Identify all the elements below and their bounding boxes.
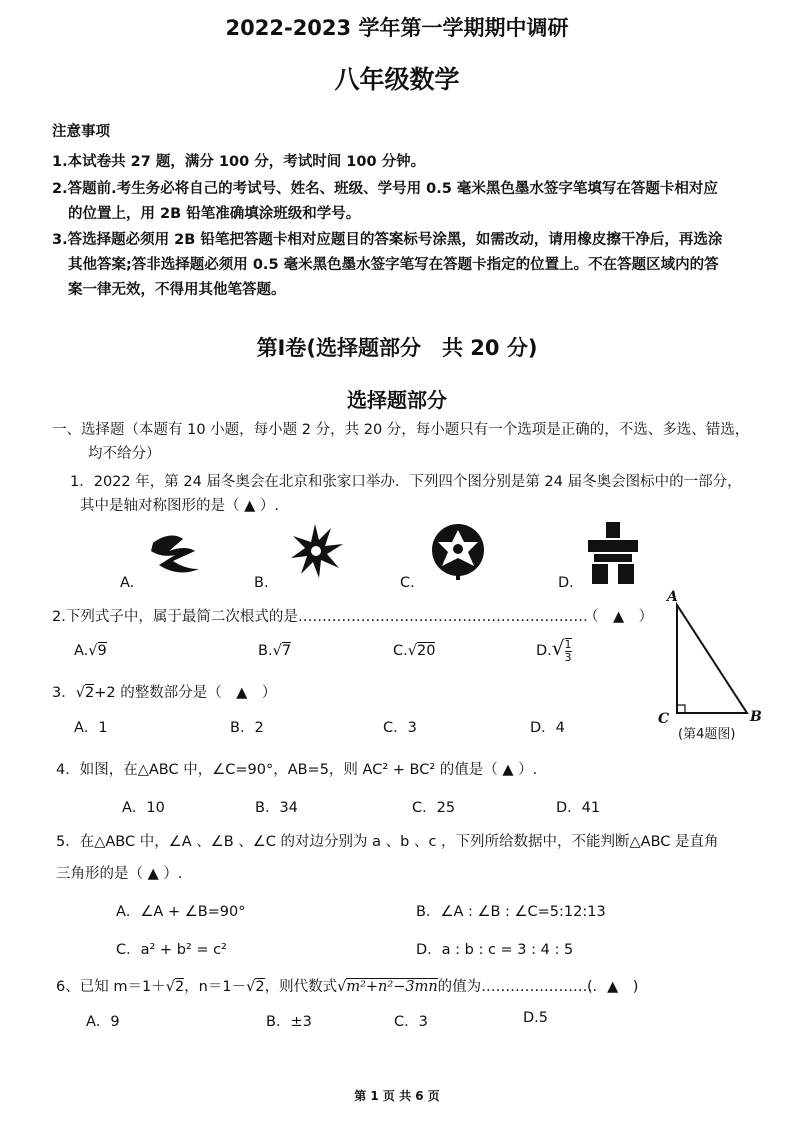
q2-option-d: D.√ $\frac{1}{3}$ — [536, 636, 572, 664]
part1-subtitle: 选择题部分 — [347, 388, 447, 412]
olympic-icon-d — [586, 520, 640, 584]
q5-line2: 三角形的是（ ▲ ）. — [56, 866, 183, 882]
q6-option-a: A．9 — [86, 1014, 120, 1030]
q3-stem: 3．√2+2 的整数部分是（ ▲ ） — [52, 685, 277, 701]
note-line-1: 1.本试卷共 27 题，满分 100 分，考试时间 100 分钟。 — [52, 154, 426, 170]
q6-option-b: B．±3 — [266, 1014, 312, 1030]
q3-option-c: C．3 — [383, 720, 417, 736]
q2-stem: 2.下列式子中，属于最简二次根式的是…………………………………………………… — [52, 609, 588, 625]
q2-option-c: C.√20 — [393, 643, 436, 659]
vertex-label-a: A — [667, 589, 678, 605]
q5-option-a: A．∠A + ∠B=90° — [116, 904, 246, 920]
q2-option-b: B.√7 — [258, 643, 292, 659]
note-line-3: 的位置上，用 2B 铅笔准确填涂班级和学号。 — [68, 206, 361, 222]
olympic-icon-c — [428, 520, 488, 582]
part1-title: 第Ⅰ卷(选择题部分 共 20 分) — [256, 336, 538, 360]
q1-line1: 1．2022 年，第 24 届冬奥会在北京和张家口举办．下列四个图分别是第 24 届冬奥会图标中的一部分， — [70, 474, 742, 490]
q5-option-c: C．a² + b² = c² — [116, 942, 227, 958]
section-intro-line2: 均不给分） — [88, 446, 161, 462]
q4-option-b: B．34 — [255, 800, 298, 816]
olympic-icon-b — [285, 520, 349, 584]
note-line-4: 3.答选择题必须用 2B 铅笔把答题卡相对应题目的答案标号涂黑，如需改动，请用橡皮擦干净后，再选涂 — [52, 232, 723, 248]
vertex-label-b: B — [750, 709, 762, 725]
q4-option-d: D．41 — [556, 800, 601, 816]
figure-caption: (第4题图) — [678, 727, 736, 742]
q2-answer-mark: （ ▲ ） — [584, 609, 654, 625]
page-footer: 第 1 页 共 6 页 — [354, 1089, 440, 1103]
q6-option-c: C．3 — [394, 1014, 428, 1030]
note-line-2: 2.答题前.考生务必将自己的考试号、姓名、班级、学号用 0.5 毫米黑色墨水签字笔填写在答题卡相对应 — [52, 181, 718, 197]
triangle-figure — [650, 583, 770, 738]
vertex-label-c: C — [658, 711, 670, 727]
q3-option-d: D．4 — [530, 720, 565, 736]
q5-option-b: B．∠A : ∠B : ∠C=5:12:13 — [416, 904, 606, 920]
q6-stem: 6、已知 m＝1＋√2，n＝1－√2，则代数式√m²+n²−3mn的值为…………………… — [56, 979, 598, 995]
q3-option-a: A．1 — [74, 720, 108, 736]
notes-heading: 注意事项 — [52, 124, 110, 140]
q4-stem: 4．如图，在△ABC 中，∠C=90°，AB=5，则 AC² + BC² 的值是（ ▲ ）. — [56, 762, 538, 778]
q1-option-b: B. — [254, 575, 269, 591]
q1-line2: 其中是轴对称图形的是（ ▲ ）. — [80, 498, 279, 514]
q2-option-a: A.√9 — [74, 643, 107, 659]
q4-option-a: A．10 — [122, 800, 165, 816]
exam-title: 2022-2023 学年第一学期期中调研 — [225, 16, 569, 40]
q6-answer-mark: ( ▲ ) — [587, 979, 639, 995]
q3-option-b: B．2 — [230, 720, 264, 736]
q1-option-c: C. — [400, 575, 415, 591]
section-intro-line1: 一、选择题（本题有 10 小题，每小题 2 分，共 20 分，每小题只有一个选项是正确的，不选、多选、错选， — [52, 422, 750, 438]
q1-option-d: D. — [558, 575, 574, 591]
olympic-icon-a — [145, 525, 205, 585]
q4-option-c: C．25 — [412, 800, 456, 816]
q5-option-d: D．a : b : c = 3 : 4 : 5 — [416, 942, 574, 958]
q5-line1: 5．在△ABC 中，∠A 、∠B 、∠C 的对边分别为 a 、b 、c ，下列所给数据中，不能判断△ABC 是直角 — [56, 834, 719, 850]
note-line-5: 其他答案;答非选择题必须用 0.5 毫米黑色墨水签字笔写在答题卡指定的位置上。不在答题区域内的答 — [68, 257, 719, 273]
q6-option-d: D.5 — [523, 1010, 548, 1026]
q1-option-a: A. — [120, 575, 135, 591]
exam-subtitle: 八年级数学 — [334, 65, 460, 94]
note-line-6: 案一律无效，不得用其他笔答题。 — [68, 282, 286, 298]
